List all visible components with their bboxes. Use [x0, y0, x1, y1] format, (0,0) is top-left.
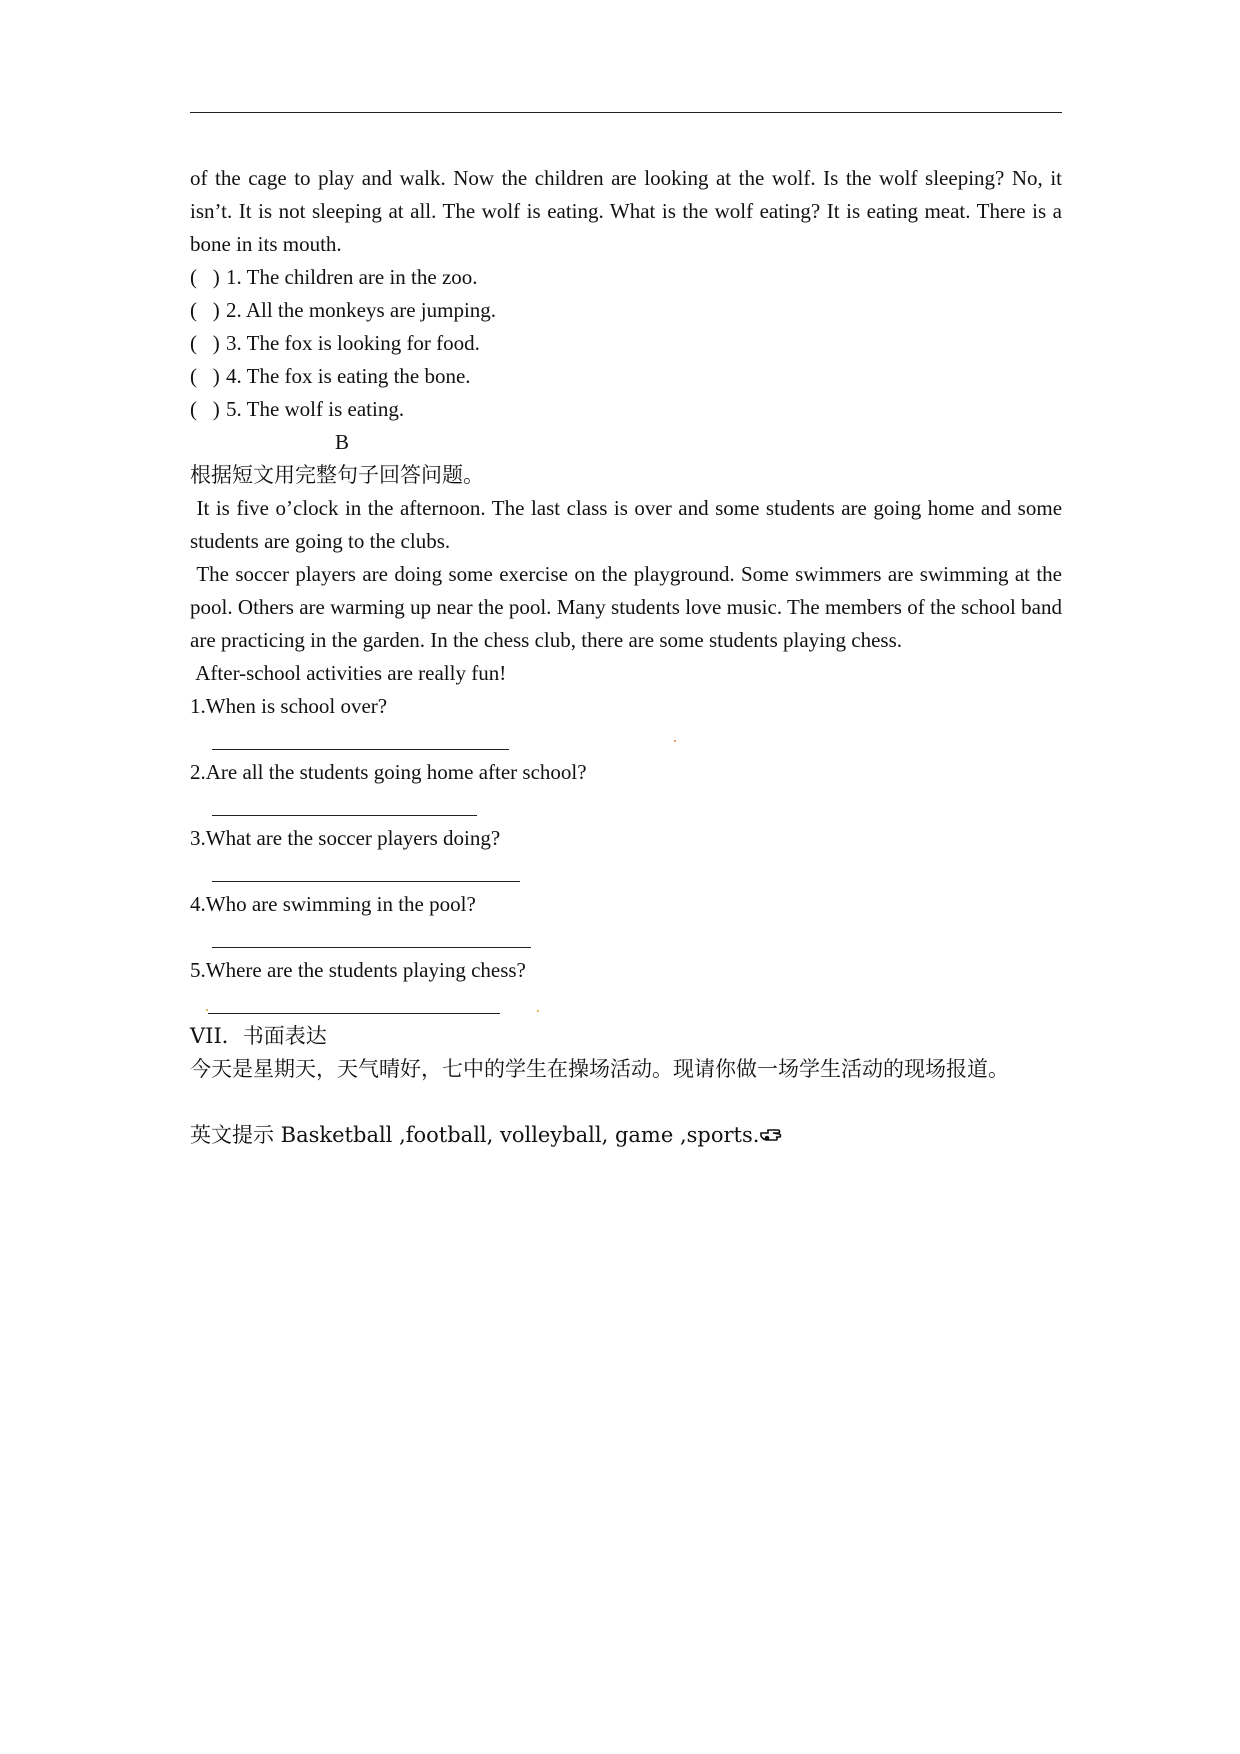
tf-question-2: [190, 294, 1062, 327]
question-2: 2.Are all the students going home after school?: [190, 760, 587, 784]
header-rule: [190, 112, 1062, 113]
question-3: 3.What are the soccer players doing?: [190, 826, 501, 850]
answer-parentheses[interactable]: ( ): [190, 265, 220, 289]
answer-blank-1[interactable]: [190, 723, 1062, 756]
question-5: 5.Where are the students playing chess?: [190, 958, 526, 982]
answer-blank-3[interactable]: [190, 855, 1062, 888]
passage-b-paragraph-3: After-school activities are really fun!: [190, 661, 507, 685]
answer-blank-5[interactable]: [190, 987, 1062, 1020]
tf-question-text: 3. The fox is looking for food.: [226, 331, 480, 355]
english-hint: 英文提示 Basketball ,football, volleyball, game ,sports.: [190, 1123, 760, 1147]
question-4: 4.Who are swimming in the pool?: [190, 892, 476, 916]
passage-b-paragraph-1: It is five o’clock in the afternoon. The last class is over and some students are going home and some students are going to the clubs.: [190, 496, 1068, 553]
tf-question-text: 5. The wolf is eating.: [226, 397, 405, 421]
answer-parentheses[interactable]: ( ): [190, 331, 220, 355]
true-false-questions: [190, 261, 1062, 426]
answer-parentheses[interactable]: ( ): [190, 298, 220, 322]
tf-question-text: 4. The fox is eating the bone.: [226, 364, 471, 388]
document-body: [190, 162, 1068, 1152]
section-vii-title: VII．书面表达: [190, 1024, 327, 1048]
tf-question-text: 2. All the monkeys are jumping.: [226, 298, 497, 322]
tf-question-5: [190, 393, 1062, 426]
pointing-hand-icon: [759, 1122, 783, 1142]
tf-question-text: 1. The children are in the zoo.: [226, 265, 478, 289]
writing-prompt: 今天是星期天，天气晴好，七中的学生在操场活动。现请你做一场学生活动的现场报道。: [190, 1057, 1009, 1081]
tf-question-4: [190, 360, 1062, 393]
section-b-instruction: 根据短文用完整句子回答问题。: [190, 463, 484, 487]
answer-blank-4[interactable]: [190, 921, 1062, 954]
answer-blank-2[interactable]: [190, 789, 1062, 822]
tf-question-1: [190, 261, 1062, 294]
short-answer-questions: [190, 690, 1062, 1020]
blank-spacer: [190, 1086, 1062, 1119]
answer-parentheses[interactable]: ( ): [190, 364, 220, 388]
passage-a-ending: of the cage to play and walk. Now the children are looking at the wolf. Is the wolf sleeping? No, it isn’t. It is not sleeping at all. The wolf is eating. What is the wolf eating? It is eating meat. There is a bone in its mouth.: [190, 166, 1062, 256]
tf-question-3: [190, 327, 1062, 360]
passage-b-paragraph-2: The soccer players are doing some exercise on the playground. Some swimmers are swimming at the pool. Others are warming up near the pool. Many students love music. The members of the school band are practicing in the garden. In the chess club, there are some students playing chess.: [190, 562, 1068, 652]
answer-parentheses[interactable]: ( ): [190, 397, 220, 421]
english-hint-line: [190, 1119, 1062, 1152]
section-b-label: B: [335, 430, 350, 454]
question-1: 1.When is school over?: [190, 694, 388, 718]
